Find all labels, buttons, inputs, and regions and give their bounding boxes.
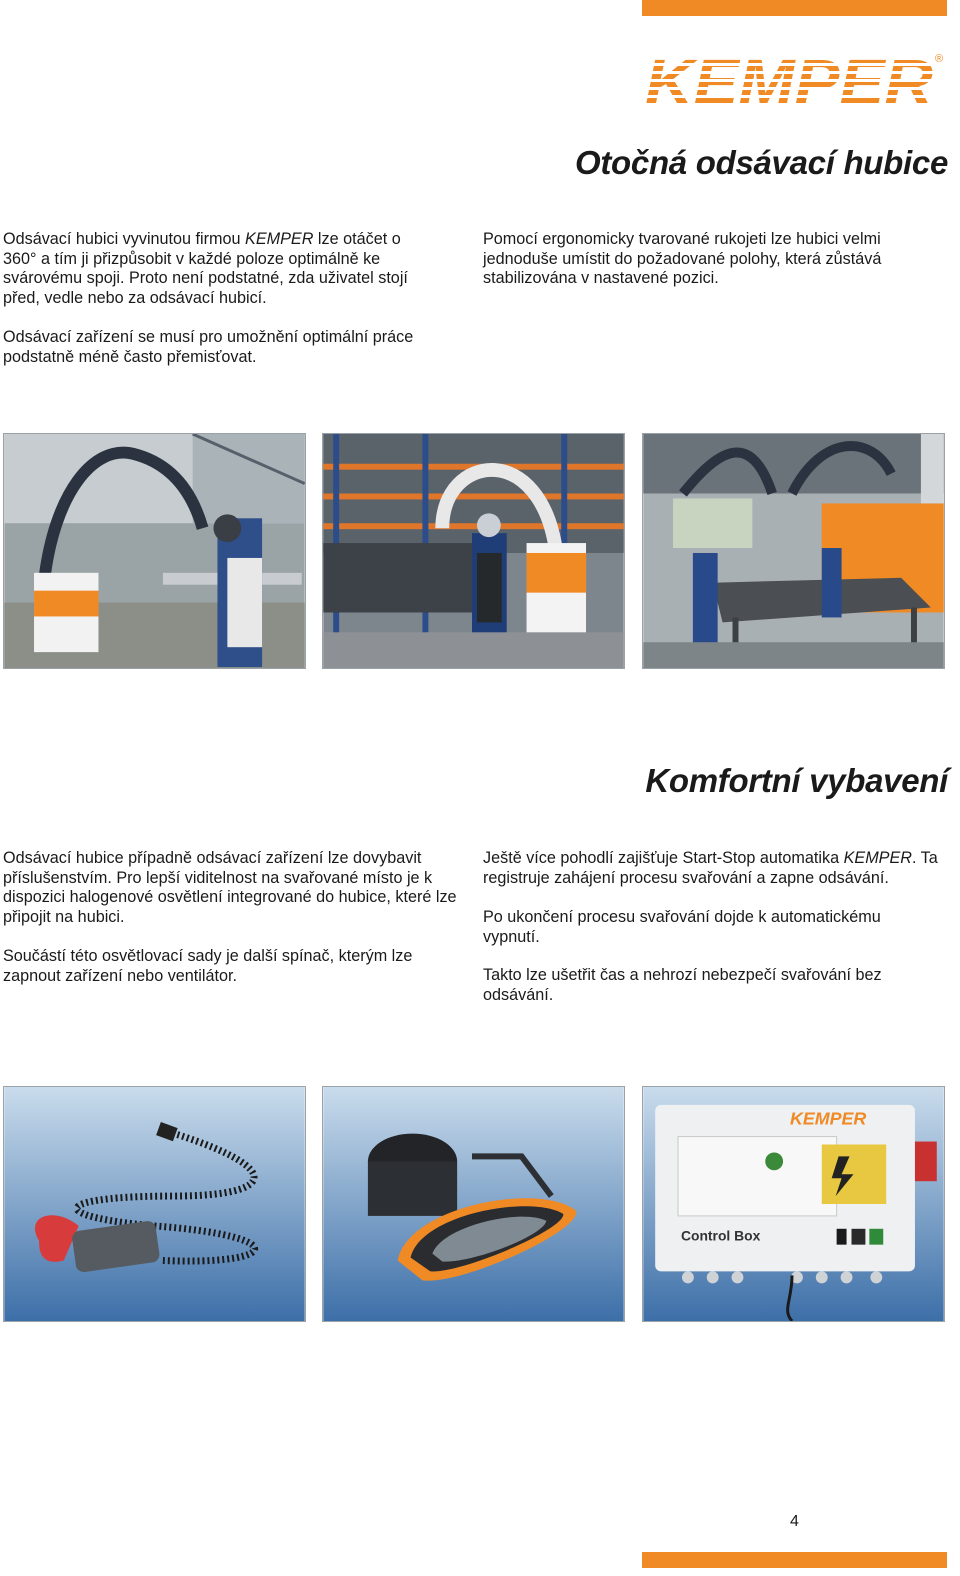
paragraph-rotation: Odsávací hubici vyvinutou firmou KEMPER lze otáčet o 360° a tím ji přizpůsobit v každé poloze optimálně ke svárovému spoji. Proto není podstatné, zda uživatel stojí před, vedle nebo za odsávací hubicí.: [3, 230, 408, 307]
photo-current-clamp: [3, 1086, 306, 1322]
photo-welder-mobile-unit: [3, 433, 306, 669]
photo-welder-shelving: [322, 433, 625, 669]
section-title-comfort-equipment: Komfortní vybavení: [645, 762, 948, 799]
paragraph-auto-off: Po ukončení procesu svařování dojde k automatickému vypnutí.: [483, 908, 881, 946]
svg-text:KEMPER: KEMPER: [645, 50, 933, 110]
photo-extraction-hood-light: [322, 1086, 625, 1322]
photo-control-box: [642, 1086, 945, 1322]
paragraph-accessories: Odsávací hubice případně odsávací zařízení lze dovybavit příslušenstvím. Pro lepší viditelnost na svařované místo je k dispozici halogenové osvětlení integrované do hubice, které lze připojit na hubici.: [3, 849, 457, 926]
paragraph-relocation: Odsávací zařízení se musí pro umožnění optimální práce podstatně méně často přemisťovat.: [3, 328, 414, 366]
page-number: 4: [790, 1513, 799, 1530]
paragraph-ergonomic-handle: Pomocí ergonomicky tvarované rukojeti lze hubici velmi jednoduše umístit do požadované polohy, která zůstává stabilizována v nastavené pozici.: [483, 230, 882, 288]
top-accent-bar: [642, 0, 947, 16]
paragraph-lighting-switch: Součástí této osvětlovací sady je další spínač, kterým lze zapnout zařízení nebo ventilátor.: [3, 947, 413, 985]
paragraph-start-stop: Ještě více pohodlí zajišťuje Start-Stop automatika KEMPER. Ta registruje zahájení procesu svařování a zapne odsávání.: [483, 849, 938, 887]
bottom-accent-bar: [642, 1552, 947, 1568]
svg-text:KEMPER: KEMPER: [790, 1108, 867, 1129]
kemper-logo: [645, 50, 945, 110]
photo-welders-table: [642, 433, 945, 669]
svg-text:®: ®: [935, 53, 944, 65]
section-title-rotating-hood: Otočná odsávací hubice: [574, 144, 948, 181]
svg-text:Control Box: Control Box: [680, 1227, 761, 1244]
paragraph-time-saving: Takto lze ušetřit čas a nehrozí nebezpečí svařování bez odsávání.: [483, 966, 882, 1004]
